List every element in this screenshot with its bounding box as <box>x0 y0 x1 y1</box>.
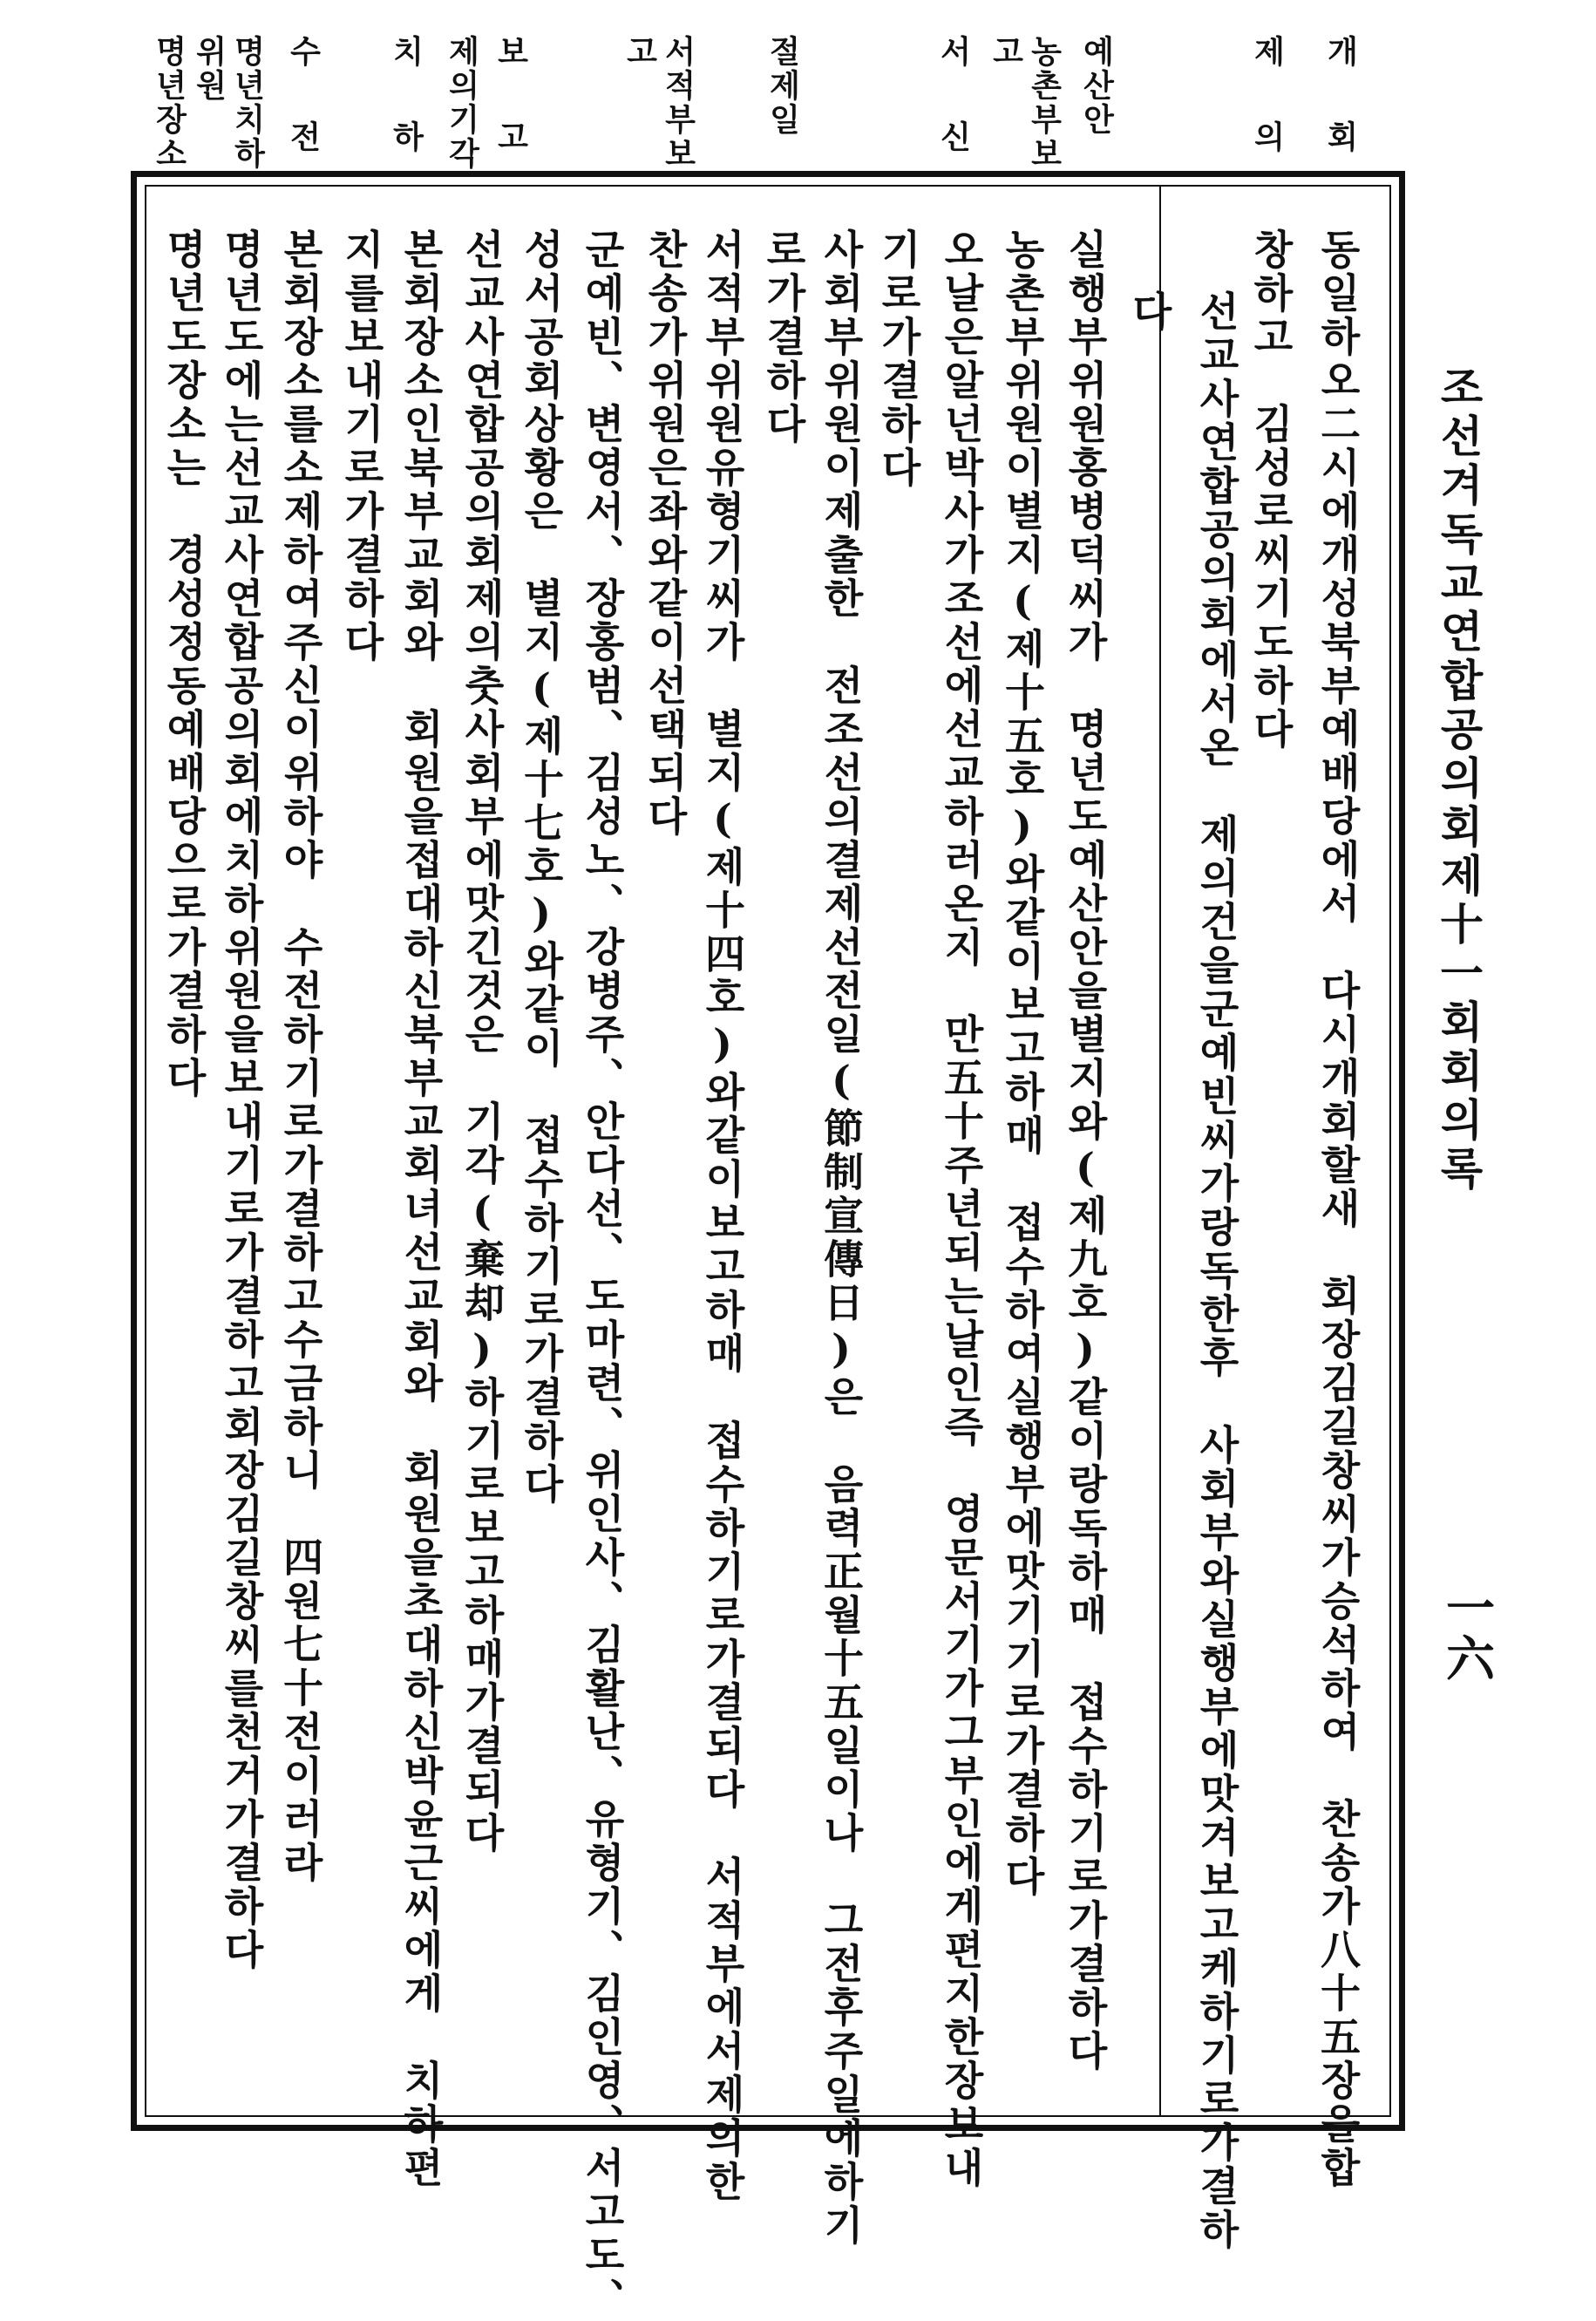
margin-note-line: 전 <box>285 120 322 154</box>
body-line: 지를보내기로가결하다 <box>338 228 385 664</box>
margin-note-line: 서적부보 <box>660 35 696 171</box>
margin-note-line: 고 <box>988 35 1024 69</box>
margin-note-line: 수 <box>285 35 322 69</box>
running-header-title: 조선겨독교연합공의회제十一회회의록 <box>1433 364 1484 1195</box>
body-line: 군예빈、변영서、장홍범、김성노、강병주、안다선、도마련、위인사、김활난、유형기、김인영、서고도、 <box>579 228 626 2321</box>
margin-note-line: 명년치하 <box>229 35 266 171</box>
margin-note-line: 위원 <box>191 35 228 103</box>
body-line: 동일하오二시에개성북부예배당에서 다시개회할새 회장김길창씨가승석하여 찬송가八十五장을합 <box>1314 228 1362 2190</box>
margin-note-line: 제의기각 <box>444 35 480 171</box>
body-line: 본회장소를소제하여주신이위하야 수전하기로가결하고수금하니 四원七十전이러라 <box>277 228 324 1885</box>
body-line: 실행부위원홍병덕씨가 명년도예산안을별지와(제九호)같이랑독하매 접수하기로가결하다 <box>1062 228 1109 2073</box>
header-divider <box>1159 187 1161 2115</box>
body-line: 서적부위원유형기씨가 별지(제十四호)와같이보고하매 접수하기로가결되다 서적부에서제의한 <box>699 228 746 2204</box>
body-line: 오날은알넌박사가조선에선교하러온지 만五十주년되는날인즉 영문서기가그부인에게편지한장보내 <box>938 228 985 2190</box>
body-line: 본회장소인북부교회와 회원을접대하신북부교회녀선교회와 회원을초대하신박윤근씨에게 치하편 <box>397 228 445 2190</box>
body-line: 기로가결하다 <box>875 228 922 490</box>
margin-note-line: 하 <box>388 120 424 154</box>
body-line: 로가결하다 <box>760 228 807 446</box>
margin-note-line: 신 <box>935 120 972 154</box>
margin-note-line: 명년장소 <box>151 35 187 171</box>
margin-note-line: 예산안 <box>1078 35 1115 137</box>
margin-note-line: 개 <box>1322 35 1359 69</box>
margin-note-line: 의 <box>1249 120 1286 154</box>
margin-note-line: 고 <box>492 120 529 154</box>
body-line: 사회부위원이제출한 전조선의결제선전일(節制宣傳日)은 음력正월十五일이나 그전후주일에하기 <box>818 228 865 2248</box>
body-line: 성서공회상황은 별지(제十七호)와같이 접수하기로가결하다 <box>518 228 565 1507</box>
margin-note-line: 서 <box>935 35 972 69</box>
margin-note-line: 치 <box>388 35 424 69</box>
margin-note-line: 보 <box>492 35 529 69</box>
margin-note-line: 제 <box>1249 35 1286 69</box>
body-line: 명년도에는선교사연합공의회에치하위원을보내기로가결하고회장김길창씨를천거가결하다 <box>218 228 265 1972</box>
body-line: 창하고 김성로씨기도하다 <box>1247 228 1294 752</box>
body-line: 농촌부위원이별지(제十五호)와같이보고하매 접수하여실행부에맛기기로가결하다 <box>999 228 1046 1899</box>
body-line: 명년도장소는 경성정동예배당으로가결하다 <box>160 228 207 1100</box>
body-line: 선교사연합공의회에서온 제의건을군예빈씨가랑독한후 사회부와실행부에맛겨보고케하기로가결하 <box>1193 290 1240 2252</box>
body-line: 찬송가위원은좌와같이선택되다 <box>642 228 689 839</box>
margin-note-line: 농촌부보 <box>1026 35 1063 171</box>
margin-note-line: 고 <box>621 35 658 69</box>
body-line: 다 <box>1126 290 1173 334</box>
body-line: 선교사연합공의회제의춧사회부에맛긴것은 기각(棄却)하기로보고하매가결되다 <box>458 228 506 1855</box>
margin-note-line: 절제일 <box>764 35 801 137</box>
margin-note-line: 회 <box>1322 120 1359 154</box>
page-number: 一六 <box>1438 1582 1496 1684</box>
